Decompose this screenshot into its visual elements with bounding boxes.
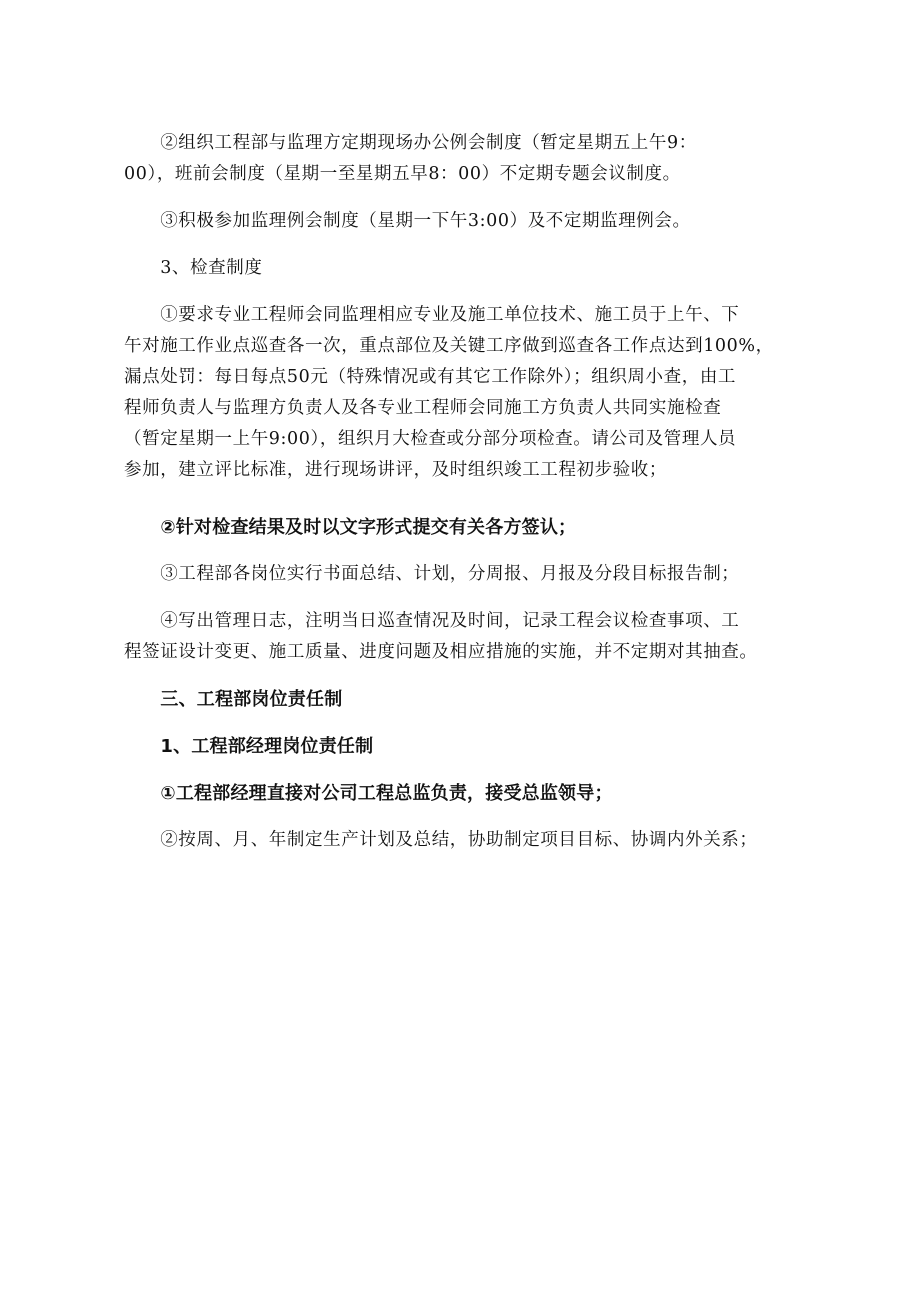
text-line: ①要求专业工程师会同监理相应专业及施工单位技术、施工员于上午、下 [124, 305, 740, 325]
heading-section-three: 三、工程部岗位责任制 [124, 689, 343, 710]
text-line: （暂定星期一上午9:00），组织月大检查或分部分项检查。请公司及管理人员 [124, 429, 737, 449]
paragraph-inspection-results: ②针对检查结果及时以文字形式提交有关各方签认； [124, 517, 577, 538]
paragraph-written-reports: ③工程部各岗位实行书面总结、计划，分周报、月报及分段目标报告制； [124, 564, 740, 584]
text-line: ④写出管理日志，注明当日巡查情况及时间，记录工程会议检查事项、工 [124, 611, 740, 631]
text-line: 程师负责人与监理方负责人及各专业工程师会同施工方负责人共同实施检查 [124, 398, 722, 418]
text-line: 程签证设计变更、施工质量、进度问题及相应措施的实施，并不定期对其抽查。 [124, 642, 758, 662]
text-line: 00），班前会制度（星期一至星期五早8：00）不定期专题会议制度。 [124, 164, 681, 184]
paragraph-inspection-requirements [124, 300, 814, 486]
text-line: 午对施工作业点巡查各一次，重点部位及关键工序做到巡查各工作点达到100%， [124, 336, 774, 356]
paragraph-management-log [124, 606, 814, 668]
heading-inspection-system: 3、检查制度 [124, 258, 263, 278]
text-line: 漏点处罚：每日每点50元（特殊情况或有其它工作除外）；组织周小查，由工 [124, 367, 737, 387]
paragraph-production-plan: ②按周、月、年制定生产计划及总结，协助制定项目目标、协调内外关系； [124, 830, 758, 850]
paragraph-supervision-meeting: ③积极参加监理例会制度（星期一下午3:00）及不定期监理例会。 [124, 211, 691, 231]
paragraph-manager-reporting: ①工程部经理直接对公司工程总监负责，接受总监领导； [124, 783, 613, 804]
paragraph-weekly-meeting [124, 128, 814, 190]
text-line: ②组织工程部与监理方定期现场办公例会制度（暂定星期五上午9： [124, 133, 697, 153]
heading-manager-responsibility: 1、工程部经理岗位责任制 [124, 736, 374, 757]
text-line: 参加，建立评比标准，进行现场讲评，及时组织竣工工程初步验收； [124, 460, 667, 480]
